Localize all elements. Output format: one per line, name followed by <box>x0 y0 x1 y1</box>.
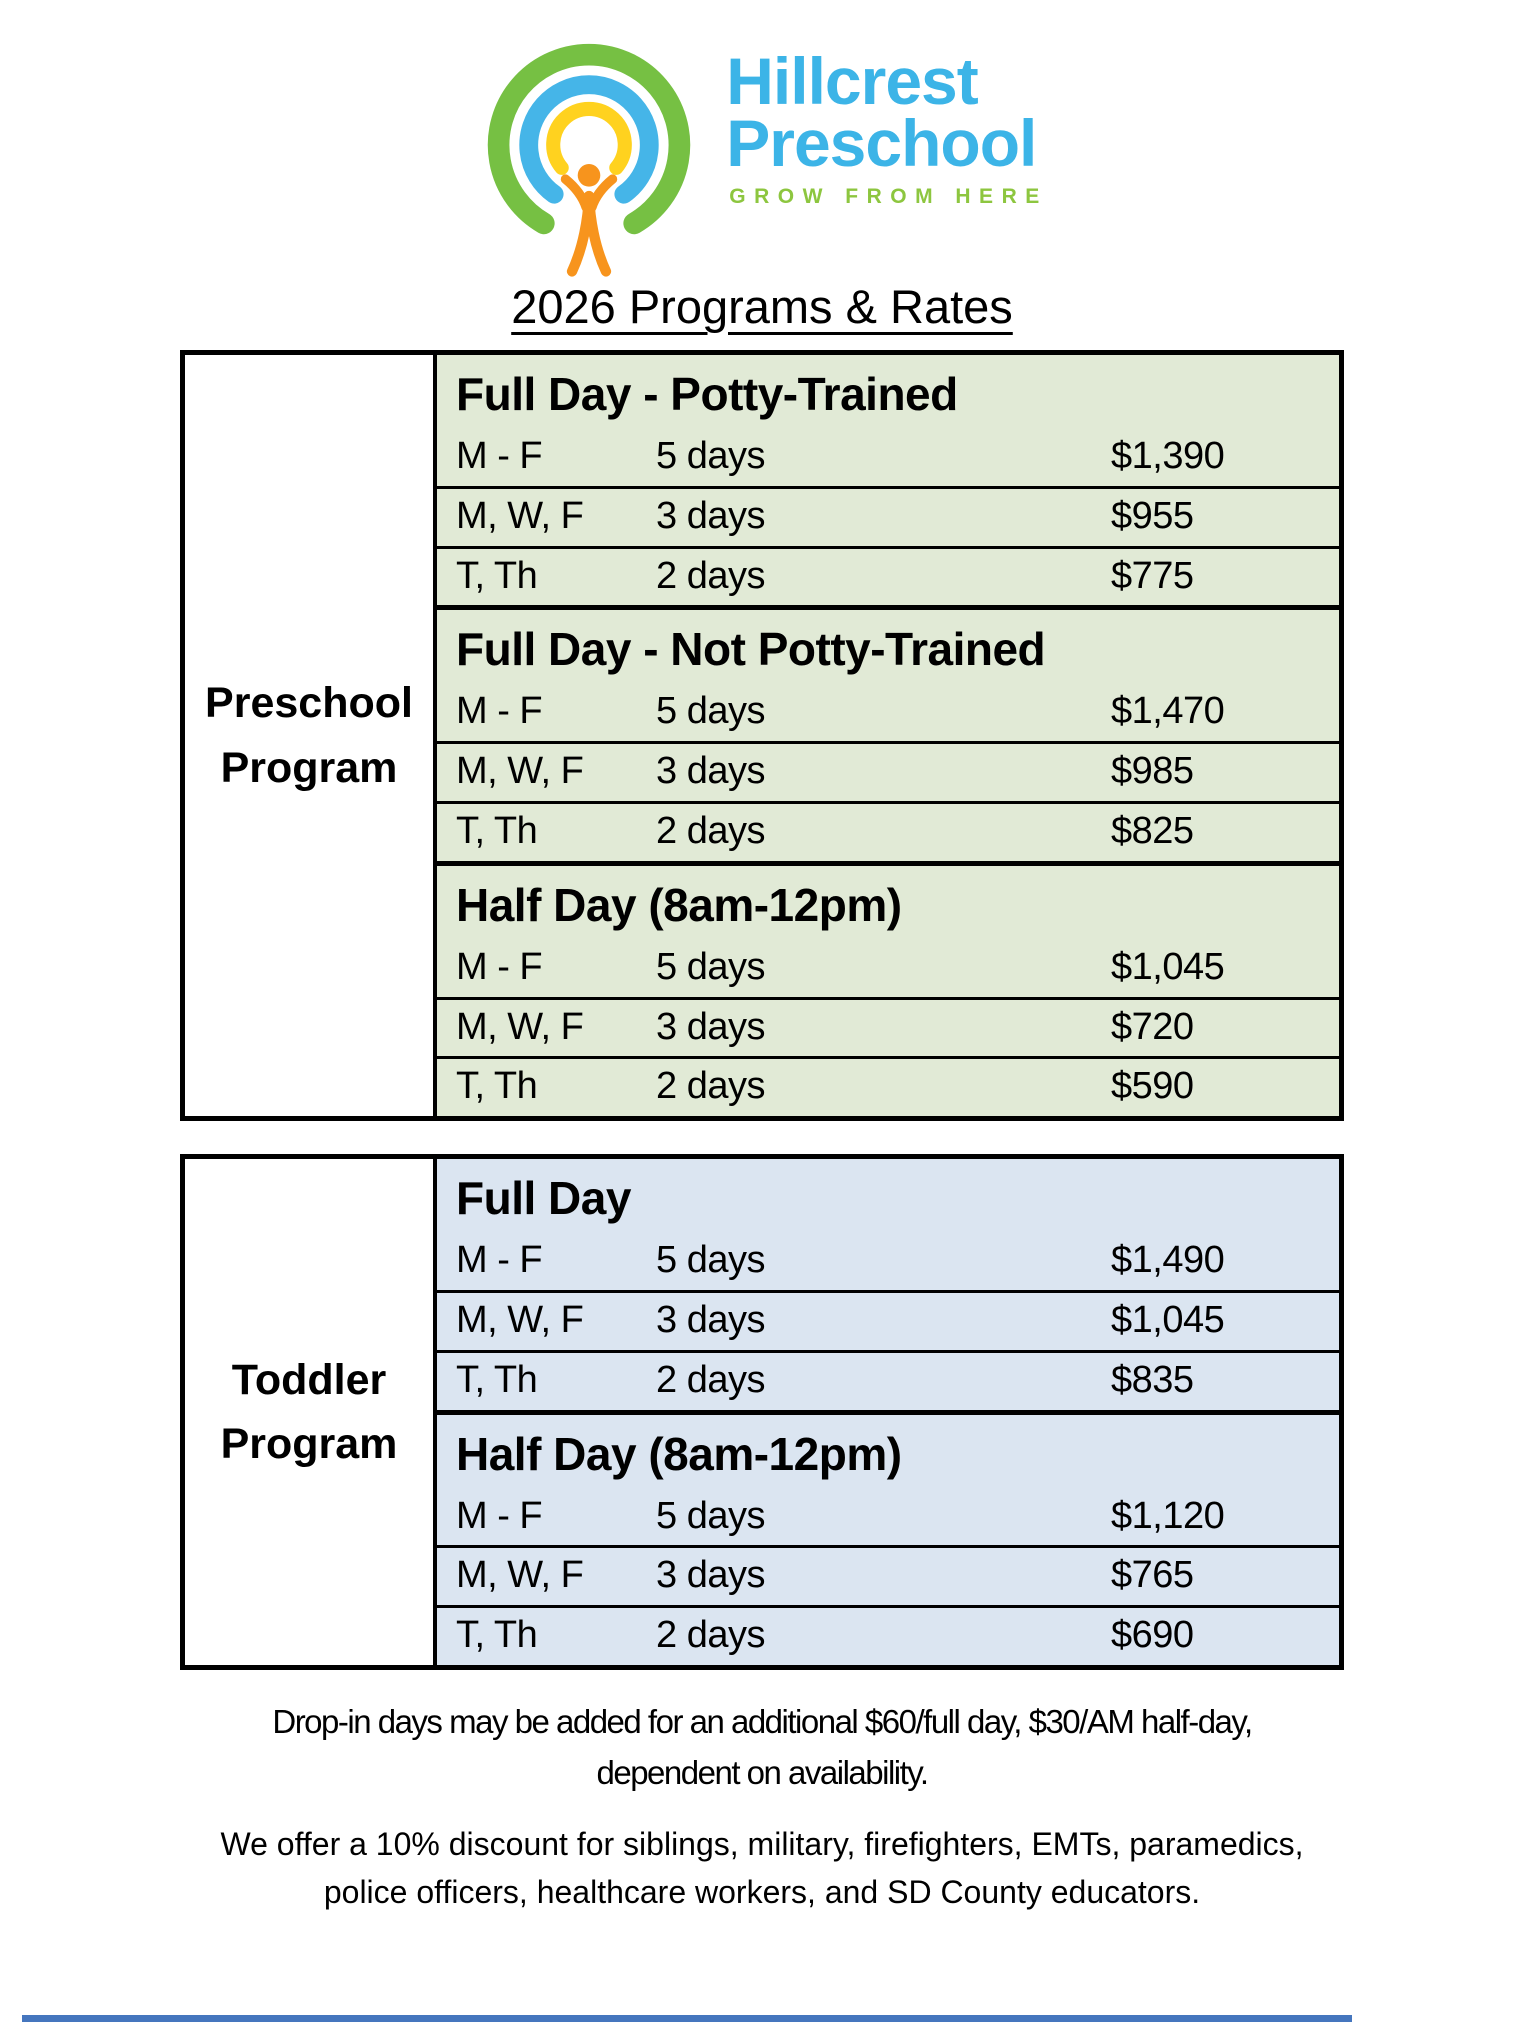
rate-sections <box>437 355 1339 1116</box>
brand-tagline: GROW FROM HERE <box>729 185 1048 209</box>
num-days: 5 days <box>656 435 765 477</box>
rate-sections <box>437 1159 1339 1665</box>
rate-row <box>437 429 1339 486</box>
bottom-blue-bar <box>22 2015 1352 2022</box>
rate-table <box>180 350 1344 1121</box>
days-of-week: M, W, F <box>456 494 584 537</box>
section-header: Full Day - Potty-Trained <box>456 368 958 420</box>
rate-row <box>437 1056 1339 1116</box>
rate-row <box>437 1545 1339 1605</box>
num-days: 5 days <box>656 1494 765 1537</box>
num-days: 3 days <box>656 494 765 537</box>
price: $1,045 <box>1111 1298 1225 1341</box>
num-days: 3 days <box>656 1554 765 1597</box>
rate-row <box>437 741 1339 801</box>
rate-row <box>437 1290 1339 1350</box>
brand-name-line2: Preschool <box>726 106 1037 181</box>
num-days: 2 days <box>656 809 765 852</box>
num-days: 2 days <box>656 1065 765 1108</box>
section-header: Half Day (8am-12pm) <box>437 1410 1339 1489</box>
program-label: Toddler Program <box>185 1159 437 1665</box>
days-of-week: T, Th <box>456 1065 538 1108</box>
rate-row <box>437 1233 1339 1290</box>
price: $690 <box>1111 1614 1194 1657</box>
price: $765 <box>1111 1554 1194 1597</box>
num-days: 3 days <box>656 1005 765 1048</box>
price: $1,470 <box>1111 690 1225 733</box>
rate-row <box>437 1489 1339 1546</box>
num-days: 3 days <box>656 750 765 793</box>
rate-row <box>437 1605 1339 1665</box>
num-days: 5 days <box>656 1239 765 1282</box>
header <box>0 0 1524 279</box>
days-of-week: M - F <box>456 945 543 988</box>
section-header: Full Day - Not Potty-Trained <box>437 605 1339 684</box>
days-of-week: T, Th <box>456 809 538 852</box>
rate-row <box>437 546 1339 606</box>
num-days: 5 days <box>656 945 765 988</box>
logo-text <box>726 34 1048 209</box>
num-days: 2 days <box>656 1614 765 1657</box>
days-of-week: M, W, F <box>456 750 584 793</box>
program-label: Preschool Program <box>185 355 437 1116</box>
days-of-week: T, Th <box>456 1358 538 1401</box>
price: $985 <box>1111 750 1194 793</box>
rate-table <box>180 1154 1344 1670</box>
price: $835 <box>1111 1358 1194 1401</box>
days-of-week: T, Th <box>456 554 538 597</box>
days-of-week: M - F <box>456 690 543 733</box>
num-days: 3 days <box>656 1298 765 1341</box>
page-title: 2026 Programs & Rates <box>511 280 1013 333</box>
price: $590 <box>1111 1065 1194 1108</box>
drop-in-note: Drop-in days may be added for an additional $60/full day, $30/AM half-day, dependent on availability. <box>272 1702 1252 1792</box>
price: $1,490 <box>1111 1239 1225 1282</box>
days-of-week: M - F <box>456 1494 543 1537</box>
price: $775 <box>1111 554 1194 597</box>
num-days: 5 days <box>656 690 765 733</box>
rate-row <box>437 940 1339 997</box>
num-days: 2 days <box>656 1358 765 1401</box>
days-of-week: M - F <box>456 435 543 477</box>
price: $720 <box>1111 1005 1194 1048</box>
days-of-week: M, W, F <box>456 1005 584 1048</box>
rate-row <box>437 684 1339 741</box>
price: $1,120 <box>1111 1494 1225 1537</box>
section-header: Half Day (8am-12pm) <box>437 861 1339 940</box>
days-of-week: M, W, F <box>456 1298 584 1341</box>
days-of-week: T, Th <box>456 1614 538 1657</box>
section-header: Full Day <box>456 1172 631 1225</box>
rate-row <box>437 801 1339 861</box>
rate-row <box>437 997 1339 1057</box>
rate-row <box>437 486 1339 546</box>
days-of-week: M - F <box>456 1239 543 1282</box>
price: $825 <box>1111 809 1194 852</box>
discount-note: We offer a 10% discount for siblings, military, firefighters, EMTs, paramedics, police officers, healthcare workers, and SD County educators. <box>220 1826 1304 1911</box>
hillcrest-logo-icon <box>476 34 702 279</box>
rate-tables <box>180 350 1344 1670</box>
brand-name-line1: Hillcrest <box>726 44 978 118</box>
rate-row <box>437 1350 1339 1410</box>
price: $955 <box>1111 494 1194 537</box>
price: $1,390 <box>1111 435 1225 477</box>
days-of-week: M, W, F <box>456 1554 584 1597</box>
num-days: 2 days <box>656 554 765 597</box>
price: $1,045 <box>1111 945 1225 988</box>
